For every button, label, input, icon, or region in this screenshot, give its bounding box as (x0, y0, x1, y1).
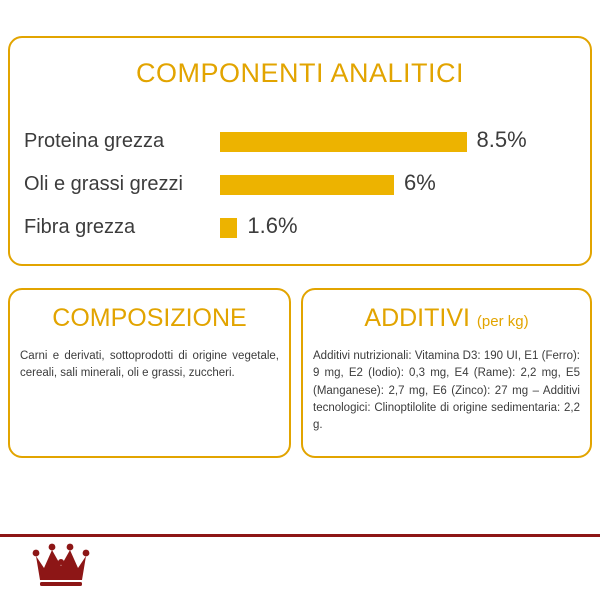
analytics-row-bar (220, 175, 394, 195)
analytical-components-bars (24, 120, 576, 249)
composition-text: Carni e derivati, sottoprodotti di origine vegetale, cereali, sali minerali, oli e grassi, zuccheri. (20, 350, 279, 380)
analytics-row-label: Proteina grezza (24, 130, 165, 152)
composition-panel (8, 288, 291, 458)
analytics-row-value: 6% (404, 169, 436, 195)
analytics-row (24, 120, 576, 163)
analytics-row-bar (220, 218, 237, 238)
analytics-row-value: 1.6% (247, 212, 298, 238)
analytics-row-value: 8.5% (476, 126, 527, 152)
analytics-row-bar (220, 132, 467, 152)
royal-canin-crown-icon (32, 540, 90, 588)
composition-title: COMPOSIZIONE (52, 304, 247, 332)
additives-title (303, 304, 590, 333)
analytical-components-panel (8, 36, 592, 266)
analytical-components-title: COMPONENTI ANALITICI (135, 58, 465, 88)
analytics-row-track (220, 169, 510, 195)
analytics-row-label: Oli e grassi grezzi (24, 173, 183, 195)
additives-title-text: ADDITIVI (364, 304, 470, 332)
analytics-row-track (220, 212, 510, 238)
analytics-row (24, 206, 576, 249)
analytics-row (24, 163, 576, 206)
additives-panel (301, 288, 592, 458)
analytics-row-track (220, 126, 527, 152)
additives-title-unit: (per kg) (476, 313, 529, 330)
additives-text: Additivi nutrizionali: Vitamina D3: 190 UI, E1 (Ferro): 9 mg, E2 (Iodio): 0,3 mg, E4 (Rame): 2,2 mg, E5 (Manganese): 2,7 mg, E6 (Zinco): 27 mg – Additivi tecnologici: Clinoptilolite di origine sedimentaria: 2,2 g. (313, 350, 580, 431)
brand-divider (0, 534, 600, 537)
analytics-row-label: Fibra grezza (24, 216, 136, 238)
